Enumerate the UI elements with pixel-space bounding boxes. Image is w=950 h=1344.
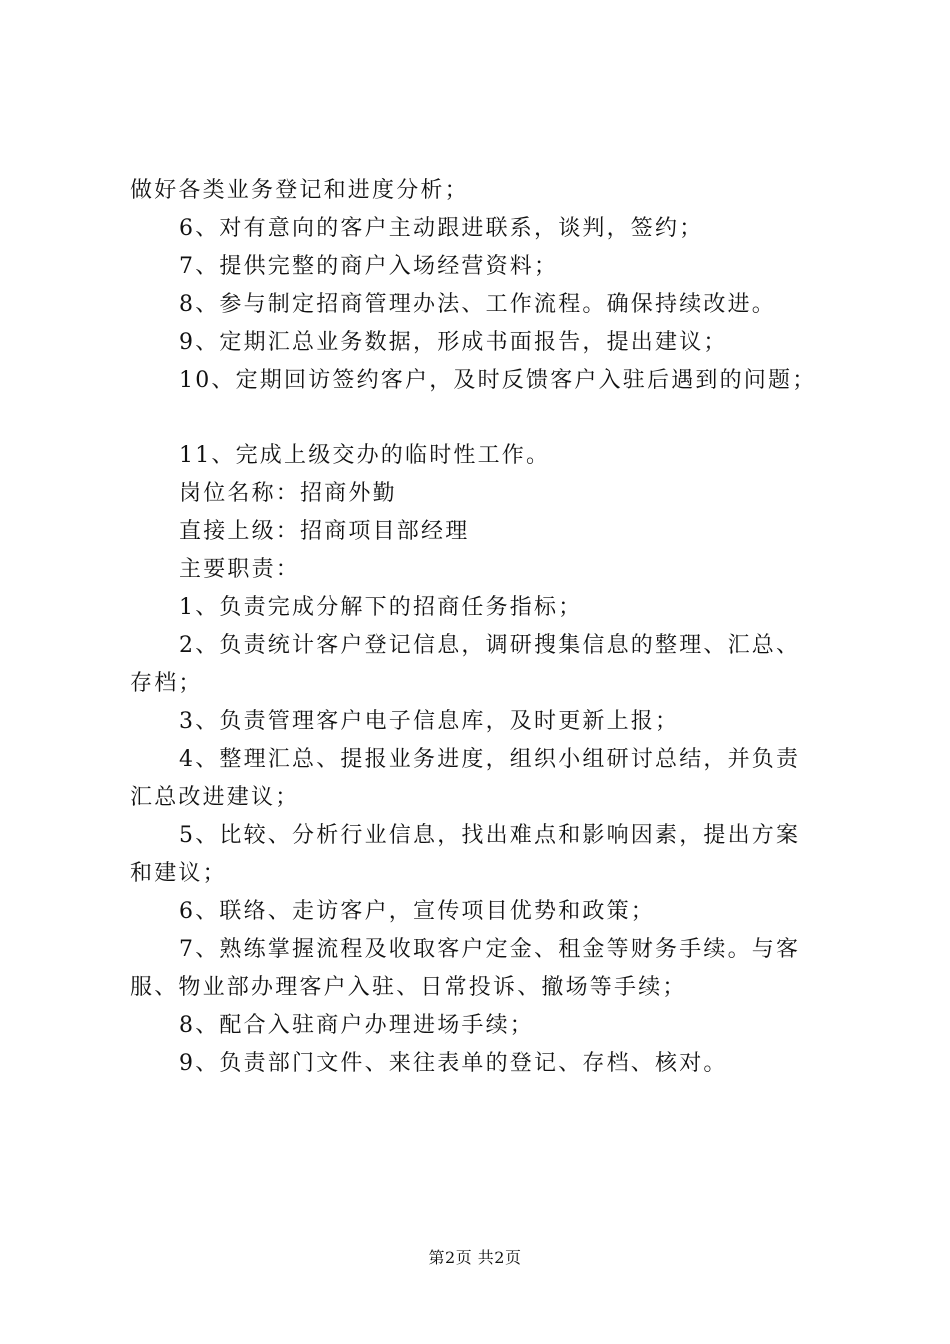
text-line: 8、参与制定招商管理办法、工作流程。确保持续改进。	[179, 292, 776, 317]
position-title: 岗位名称：招商外勤	[179, 481, 397, 506]
paragraph-gap	[130, 400, 830, 437]
text-line: 11、完成上级交办的临时性工作。	[179, 443, 551, 468]
text-line: 7、熟练掌握流程及收取客户定金、租金等财务手续。与客	[179, 937, 801, 962]
text-line: 9、负责部门文件、来往表单的登记、存档、核对。	[179, 1051, 728, 1076]
text-line: 3、负责管理客户电子信息库，及时更新上报；	[179, 709, 680, 734]
document-body	[130, 172, 830, 1083]
text-line: 6、对有意向的客户主动跟进联系，谈判，签约；	[179, 216, 704, 241]
text-line: 7、提供完整的商户入场经营资料；	[179, 254, 559, 279]
text-line: 服、物业部办理客户入驻、日常投诉、撤场等手续；	[130, 975, 687, 1000]
direct-supervisor: 直接上级：招商项目部经理	[179, 519, 470, 544]
text-line: 4、整理汇总、提报业务进度，组织小组研讨总结，并负责	[179, 747, 801, 772]
duties-heading: 主要职责：	[179, 557, 301, 582]
text-line: 10、定期回访签约客户，及时反馈客户入驻后遇到的问题；	[179, 368, 817, 393]
text-line: 1、负责完成分解下的招商任务指标；	[179, 595, 583, 620]
text-line: 2、负责统计客户登记信息，调研搜集信息的整理、汇总、	[179, 633, 801, 658]
text-line: 存档；	[130, 671, 203, 696]
text-line: 5、比较、分析行业信息，找出难点和影响因素，提出方案	[179, 823, 801, 848]
text-line: 8、配合入驻商户办理进场手续；	[179, 1013, 534, 1038]
page-number-footer: 第2页 共2页	[428, 1248, 522, 1267]
text-line: 和建议；	[130, 861, 227, 886]
text-line: 汇总改进建议；	[130, 785, 300, 810]
text-line: 6、联络、走访客户，宣传项目优势和政策；	[179, 899, 655, 924]
text-line: 9、定期汇总业务数据，形成书面报告，提出建议；	[179, 330, 728, 355]
text-line: 做好各类业务登记和进度分析；	[130, 178, 469, 203]
